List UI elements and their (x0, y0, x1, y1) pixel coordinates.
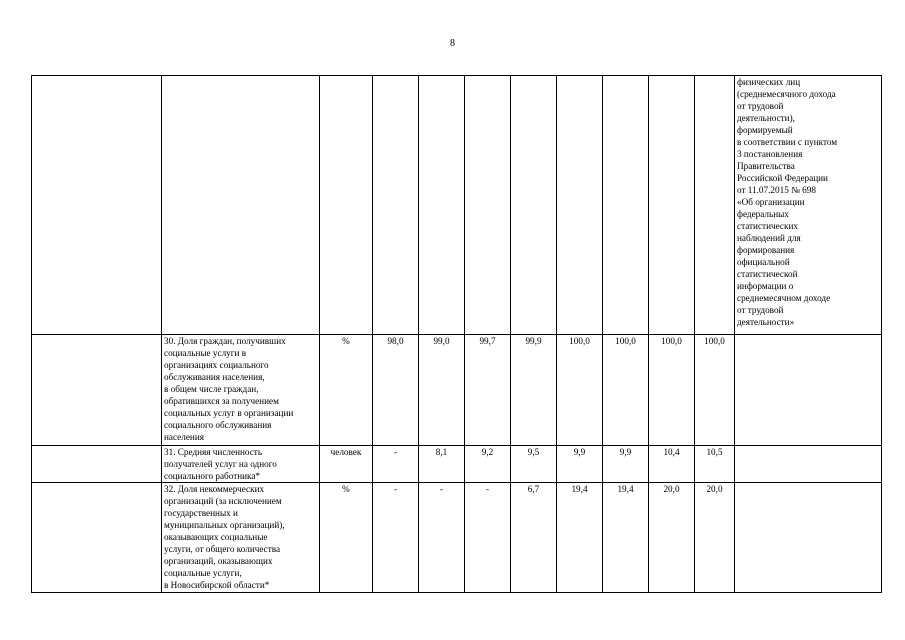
value-cell: - (373, 446, 419, 483)
value-cell: 9,9 (603, 446, 649, 483)
unit-cell: % (320, 483, 373, 593)
indicator-cell: 32. Доля некоммерческих организаций (за исключением государственных и муниципальных организаций), оказывающих социальные услуги, от общего количества организаций, оказывающих социальные услуги, в Новосибирской области* (162, 483, 320, 593)
value-cell (557, 76, 603, 335)
value-cell: 100,0 (695, 335, 735, 446)
value-cell (649, 76, 695, 335)
value-cell: 10,4 (649, 446, 695, 483)
table-row (32, 76, 882, 335)
value-cell (603, 76, 649, 335)
table-row (32, 483, 882, 593)
value-cell: - (419, 483, 465, 593)
value-cell: 10,5 (695, 446, 735, 483)
value-cell: - (465, 483, 511, 593)
value-cell (511, 76, 557, 335)
value-cell: 100,0 (557, 335, 603, 446)
unit-cell (320, 76, 373, 335)
blank-cell (32, 76, 162, 335)
value-cell: 99,0 (419, 335, 465, 446)
blank-cell (32, 446, 162, 483)
value-cell: 9,5 (511, 446, 557, 483)
table-row (32, 446, 882, 483)
value-cell: 8,1 (419, 446, 465, 483)
value-cell: - (373, 483, 419, 593)
value-cell: 99,9 (511, 335, 557, 446)
value-cell: 9,2 (465, 446, 511, 483)
value-cell (373, 76, 419, 335)
note-cell (735, 446, 882, 483)
value-cell: 99,7 (465, 335, 511, 446)
value-cell (695, 76, 735, 335)
indicator-cell: 30. Доля граждан, получивших социальные услуги в организациях социального обслуживания населения, в общем числе граждан, обратившихся за получением социальных услуг в организации социального обслуживания населения (162, 335, 320, 446)
note-cell (735, 335, 882, 446)
value-cell: 19,4 (557, 483, 603, 593)
indicator-cell: 31. Средняя численность получателей услуг на одного социального работника* (162, 446, 320, 483)
page-number: 8 (450, 38, 455, 49)
indicator-cell (162, 76, 320, 335)
unit-cell: человек (320, 446, 373, 483)
table-row (32, 335, 882, 446)
value-cell (465, 76, 511, 335)
note-cell: физических лиц (среднемесячного дохода от трудовой деятельности), формируемый в соответствии с пунктом 3 постановления Правительства Российской Федерации от 11.07.2015 № 698 «Об организации федеральных статистических наблюдений для формирования официальной статистической информации о среднемесячном доходе от трудовой деятельности» (735, 76, 882, 335)
value-cell (419, 76, 465, 335)
value-cell: 100,0 (603, 335, 649, 446)
value-cell: 19,4 (603, 483, 649, 593)
note-cell (735, 483, 882, 593)
value-cell: 98,0 (373, 335, 419, 446)
value-cell: 9,9 (557, 446, 603, 483)
value-cell: 20,0 (649, 483, 695, 593)
indicators-table (31, 75, 882, 593)
blank-cell (32, 335, 162, 446)
value-cell: 20,0 (695, 483, 735, 593)
value-cell: 100,0 (649, 335, 695, 446)
value-cell: 6,7 (511, 483, 557, 593)
blank-cell (32, 483, 162, 593)
unit-cell: % (320, 335, 373, 446)
